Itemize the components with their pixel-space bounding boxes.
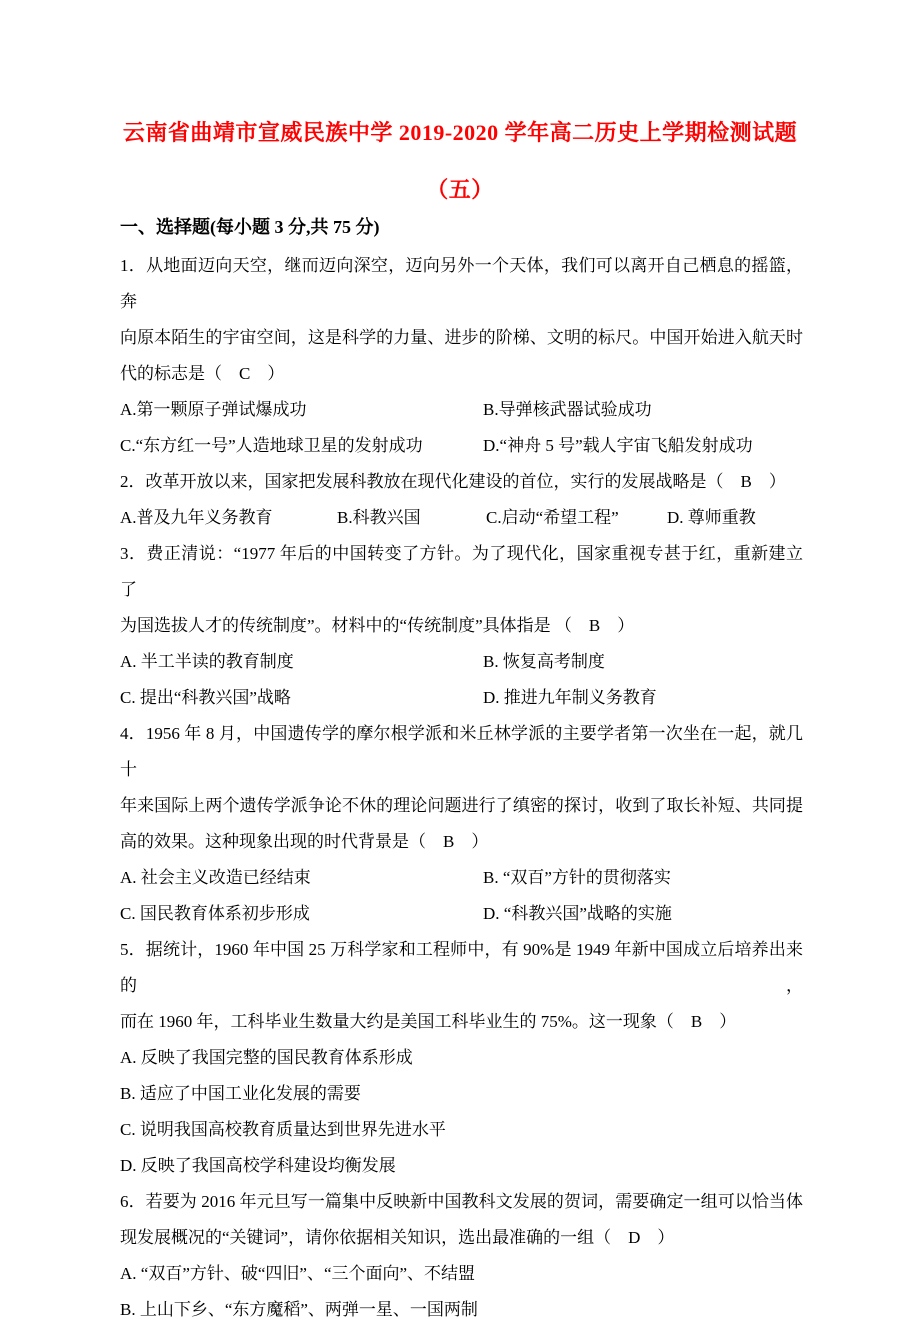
question-3-option-a: A. 半工半读的教育制度 (120, 652, 294, 671)
question-4-stem-line-1: 4．1956 年 8 月，中国遗传学的摩尔根学派和米丘林学派的主要学者第一次坐在一起，就几十 (120, 724, 803, 779)
question-2-option-c: C.启动“希望工程” (486, 508, 619, 527)
question-3-option-d: D. 推进九年制义务教育 (483, 688, 657, 707)
question-2-option-a: A.普及九年义务教育 (120, 508, 273, 527)
question-1-option-a: A.第一颗原子弹试爆成功 (120, 400, 307, 419)
question-3-options-row-2 (120, 680, 803, 716)
question-3-stem-line-1: 3．费正清说：“1977 年后的中国转变了方针。为了现代化，国家重视专甚于红，重新建立了 (120, 544, 803, 599)
exam-title-line-1: 云南省曲靖市宣威民族中学 2019-2020 学年高二历史上学期检测试题 (122, 120, 798, 145)
question-3-option-b: B. 恢复高考制度 (483, 652, 605, 671)
question-5 (120, 932, 803, 1184)
question-4-option-d: D. “科教兴国”战略的实施 (483, 904, 672, 923)
question-6-stem-line-1: 6．若要为 2016 年元旦写一篇集中反映新中国教科文发展的贺词，需要确定一组可以恰当体 (120, 1192, 803, 1211)
question-1 (120, 248, 803, 464)
question-4-stem-line-3: 高的效果。这种现象出现的时代背景是（ B ） (120, 832, 489, 851)
question-6 (120, 1184, 803, 1328)
question-2-option-d: D. 尊师重教 (667, 508, 756, 527)
question-5-option-c: C. 说明我国高校教育质量达到世界先进水平 (120, 1120, 446, 1139)
question-6-option-a: A. “双百”方针、破“四旧”、“三个面向”、不结盟 (120, 1264, 476, 1283)
question-3-stem-line-2: 为国选拔人才的传统制度”。材料中的“传统制度”具体指是 （ B ） (120, 616, 635, 635)
question-5-stem-line-2: 而在 1960 年，工科毕业生数量大约是美国工科毕业生的 75%。这一现象（ B ） (120, 1012, 737, 1031)
question-4-stem-line-2: 年来国际上两个遗传学派争论不休的理论问题进行了缜密的探讨，收到了取长补短、共同提 (120, 796, 803, 815)
question-2-options-row (120, 500, 803, 536)
question-5-stem-line-1: 5．据统计，1960 年中国 25 万科学家和工程师中，有 90%是 1949 年新中国成立后培养出来的， (120, 940, 803, 995)
exam-body (120, 248, 803, 1328)
question-6-stem-line-2: 现发展概况的“关键词”，请你依据相关知识，选出最准确的一组（ D ） (120, 1228, 675, 1247)
question-4-option-c: C. 国民教育体系初步形成 (120, 904, 310, 923)
question-4-options-row-1 (120, 860, 803, 896)
question-1-stem-line-2: 向原本陌生的宇宙空间，这是科学的力量、进步的阶梯、文明的标尺。中国开始进入航天时 (120, 328, 803, 347)
question-4-option-b: B. “双百”方针的贯彻落实 (483, 868, 671, 887)
question-1-option-d: D.“神舟 5 号”载人宇宙飞船发射成功 (483, 436, 753, 455)
question-6-option-b: B. 上山下乡、“东方魔稻”、两弹一星、一国两制 (120, 1300, 478, 1319)
question-4-options-row-2 (120, 896, 803, 932)
question-5-option-d: D. 反映了我国高校学科建设均衡发展 (120, 1156, 396, 1175)
question-4 (120, 716, 803, 932)
question-5-option-a: A. 反映了我国完整的国民教育体系形成 (120, 1048, 413, 1067)
question-1-options-row-2 (120, 428, 803, 464)
question-1-stem-line-1: 1．从地面迈向天空，继而迈向深空，迈向另外一个天体，我们可以离开自己栖息的摇篮，奔 (120, 256, 803, 311)
question-1-options-row-1 (120, 392, 803, 428)
section-header: 一、选择题(每小题 3 分,共 75 分) (120, 217, 380, 237)
question-2 (120, 464, 803, 536)
exam-title (0, 104, 920, 218)
question-5-option-b: B. 适应了中国工业化发展的需要 (120, 1084, 361, 1103)
question-1-option-b: B.导弹核武器试验成功 (483, 400, 652, 419)
question-3-options-row-1 (120, 644, 803, 680)
question-2-option-b: B.科教兴国 (337, 508, 421, 527)
exam-title-line-2: （五） (426, 177, 494, 202)
question-1-stem-line-3: 代的标志是（ C ） (120, 364, 285, 383)
question-2-stem-line-1: 2．改革开放以来，国家把发展科教放在现代化建设的首位，实行的发展战略是（ B ） (120, 472, 786, 491)
question-4-option-a: A. 社会主义改造已经结束 (120, 868, 311, 887)
question-3-option-c: C. 提出“科教兴国”战略 (120, 688, 291, 707)
question-3 (120, 536, 803, 716)
question-1-option-c: C.“东方红一号”人造地球卫星的发射成功 (120, 436, 423, 455)
